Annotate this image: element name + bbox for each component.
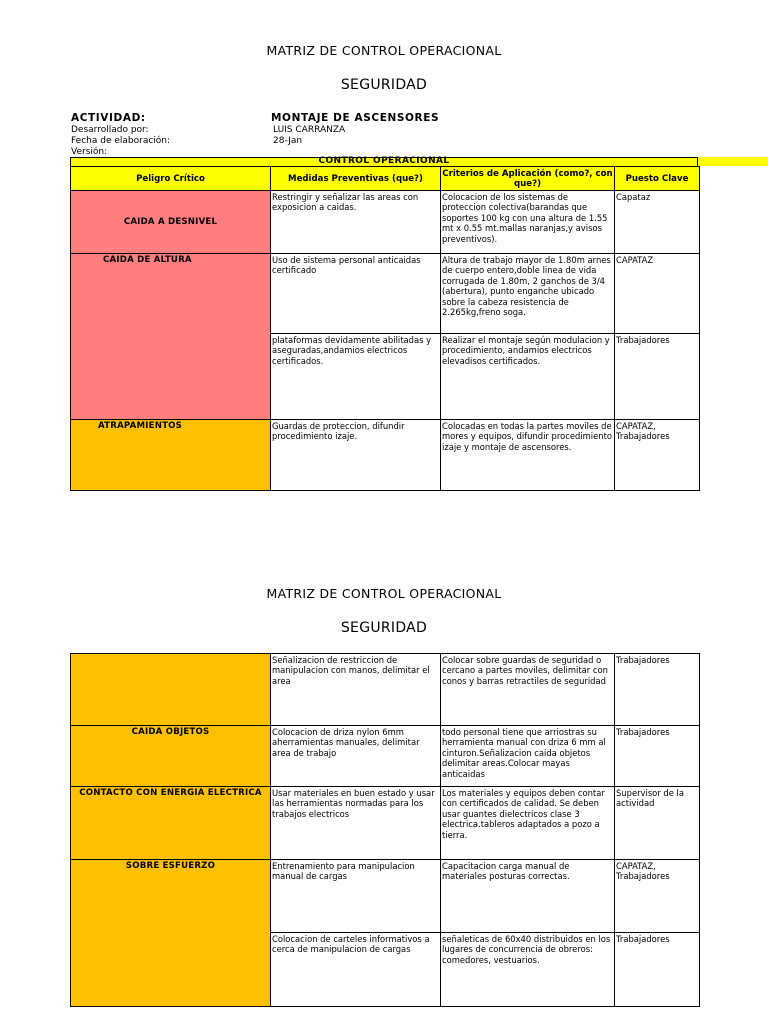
puesto-cell: Trabajadores xyxy=(615,334,700,420)
developed-by-value: LUIS CARRANZA xyxy=(273,125,346,135)
criterio-cell: Colocacion de los sistemas de proteccion colectiva(barandas que soportes 100 kg con una altura de 1.55 mt x 0.55 mt.mallas naranjas,y avisos preventivos). xyxy=(441,191,615,254)
criterio-cell: Capacitacion carga manual de materiales posturas correctas. xyxy=(441,860,615,933)
activity-label: ACTIVIDAD: xyxy=(71,112,146,124)
puesto-cell: Supervisor de la actividad xyxy=(615,787,700,860)
activity-value: MONTAJE DE ASCENSORES xyxy=(271,112,440,124)
control-operacional-header: CONTROL OPERACIONAL xyxy=(70,157,768,166)
page-subtitle: SEGURIDAD xyxy=(340,620,428,636)
criterio-cell: Colocadas en todas la partes moviles de mores y equipos, difundir procedimiento izaje y montaje de ascensores. xyxy=(441,420,615,491)
medida-cell: Colocacion de carteles informativos a cerca de manipulacion de cargas xyxy=(271,933,441,1007)
medida-cell: Usar materiales en buen estado y usar las herramientas normadas para los trabajos electricos xyxy=(271,787,441,860)
criterio-cell: todo personal tiene que arriostras su herramienta manual con driza 6 mm al cinturon.Señalizacion caida objetos delimitar areas.Colocar mayas anticaidas xyxy=(441,726,615,787)
table-row xyxy=(71,860,700,933)
hazard-cell: CONTACTO CON ENERGIA ELECTRICA xyxy=(71,787,271,860)
table-row xyxy=(71,254,700,334)
hazard-cell: SOBRE ESFUERZO xyxy=(71,860,271,933)
hazard-cell xyxy=(71,933,271,1007)
hazard-cell: CAIDA DE ALTURA xyxy=(71,254,271,334)
medida-cell: Restringir y señalizar las areas con exposicion a caidas. xyxy=(271,191,441,254)
criterio-cell: Los materiales y equipos deben contar con certificados de calidad. Se deben usar guantes dielectricos clase 3 electrica.tableros adaptados a pozo a tierra. xyxy=(441,787,615,860)
medida-cell: Colocacion de driza nylon 6mm aherramientas manuales, delimitar area de trabajo xyxy=(271,726,441,787)
table-row xyxy=(71,420,700,491)
medida-cell: Guardas de proteccion, difundir procedimiento izaje. xyxy=(271,420,441,491)
puesto-cell: Capataz xyxy=(615,191,700,254)
criterio-cell: Realizar el montaje según modulacion y procedimiento, andamios electricos elevadisos certificados. xyxy=(441,334,615,420)
table-row xyxy=(71,191,700,254)
page-subtitle: SEGURIDAD xyxy=(340,77,428,93)
criterio-cell: Colocar sobre guardas de seguridad o cercano a partes moviles, delimitar con conos y barras retractiles de seguridad xyxy=(441,654,615,726)
control-table-page2 xyxy=(70,653,700,1007)
puesto-cell: CAPATAZ, Trabajadores xyxy=(615,420,700,491)
puesto-cell: Trabajadores xyxy=(615,654,700,726)
developed-by-label: Desarrollado por: xyxy=(71,125,149,135)
hazard-cell xyxy=(71,334,271,420)
table-row xyxy=(71,787,700,860)
table-row xyxy=(71,933,700,1007)
puesto-cell: Trabajadores xyxy=(615,933,700,1007)
hazard-cell: CAIDA OBJETOS xyxy=(71,726,271,787)
version-label: Versión: xyxy=(71,147,108,157)
medida-cell: Entrenamiento para manipulacion manual de cargas xyxy=(271,860,441,933)
page-title: MATRIZ DE CONTROL OPERACIONAL xyxy=(266,43,502,58)
table-row xyxy=(71,654,700,726)
medida-cell: plataformas devidamente abilitadas y aseguradas,andamios electricos certificados. xyxy=(271,334,441,420)
puesto-cell: Trabajadores xyxy=(615,726,700,787)
criterio-cell: Altura de trabajo mayor de 1.80m arnes de cuerpo entero,doble linea de vida corrugada de 1.80m, 2 ganchos de 3/4 (abertura), punto enganche ubicado sobre la cabeza resistencia de 2.265kg,freno soga. xyxy=(441,254,615,334)
medida-cell: Señalizacion de restriccion de manipulacion con manos, delimitar el area xyxy=(271,654,441,726)
column-header-criterios: Criterios de Aplicación (como?, con que?) xyxy=(441,167,615,191)
hazard-cell: ATRAPAMIENTOS xyxy=(71,420,271,491)
table-row xyxy=(71,334,700,420)
date-value: 28-Jan xyxy=(273,136,303,146)
control-table-page1 xyxy=(70,166,700,491)
column-header-peligro: Peligro Crítico xyxy=(71,167,271,191)
criterio-cell: señaleticas de 60x40 distribuidos en los lugares de concurrencia de obreros: comedores, vestuarios. xyxy=(441,933,615,1007)
hazard-cell: CAIDA A DESNIVEL xyxy=(71,191,271,254)
column-header-medidas: Medidas Preventivas (que?) xyxy=(271,167,441,191)
page-title: MATRIZ DE CONTROL OPERACIONAL xyxy=(266,586,502,601)
date-label: Fecha de elaboración: xyxy=(71,136,171,146)
hazard-cell xyxy=(71,654,271,726)
table-row xyxy=(71,726,700,787)
column-header-puesto: Puesto Clave xyxy=(615,167,700,191)
medida-cell: Uso de sistema personal anticaidas certificado xyxy=(271,254,441,334)
table-header-row xyxy=(71,167,700,191)
puesto-cell: CAPATAZ xyxy=(615,254,700,334)
puesto-cell: CAPATAZ, Trabajadores xyxy=(615,860,700,933)
